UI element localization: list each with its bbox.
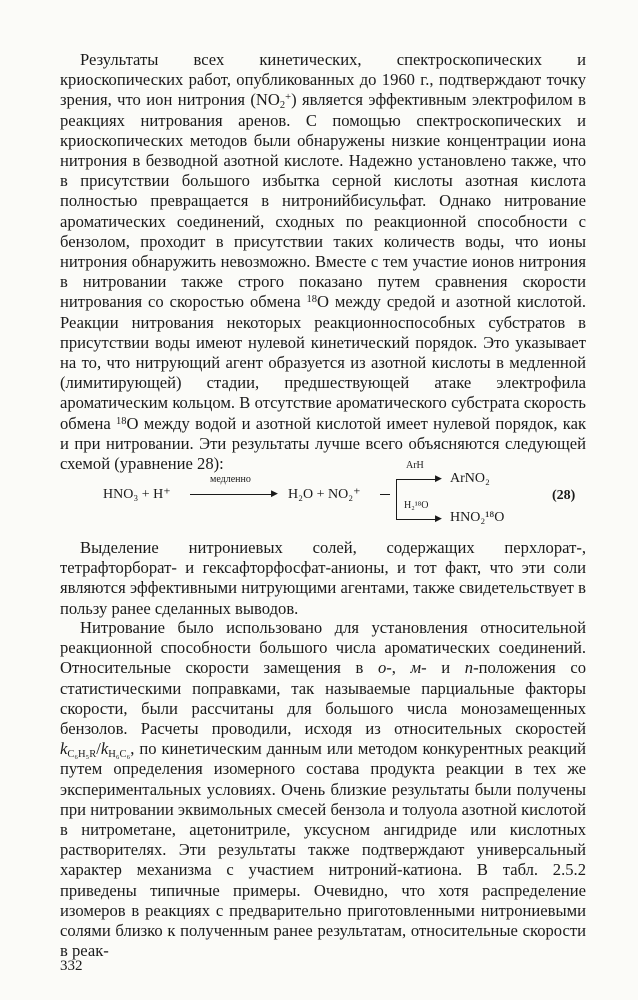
p3-text-3: , по кинетическим данным или методом конкурентных реакций путем определения изомерного состава продукта реакции в тех же экспериментальных условиях. Очень близкие результаты были получены при нитровании эквимольных смесей бензола и толуола азотной кислотой в нитрометане, ацетонитриле, уксусном ангидриде или кислотных растворителях. Эти результаты также подтверждают универсальный характер механизма с участием нитроний-катиона. В табл. 2.5.2 приведены типичные примеры. Очевидно, что хотя распределение изомеров в реакциях с предварительно приготовленными нитрониевыми солями близко к полученным ранее результатам, относительные скорости в реак- <box>60 739 586 961</box>
p1-text-2: ) является эффективным электрофилом в реакциях нитрования аренов. С помощью спектроскопических и криоскопических методов были обнаружены низкие концентрации иона нитрония в безводной азотной кислоте. Надежно установлено также, что в присутствии большого избытка серной кислоты азотная кислота полностью превращается в нитронийбисульфат. Однако нитрование ароматических соединений, сходных по реакционной способности с бензолом, проходит в присутствии таких количеств воды, что ионы нитрония обнаружить невозможно. Вместе с тем участие ионов нитрония в нитровании также строго показано путем сравнения скорости нитрования со скоростью обмена <box>60 90 586 312</box>
eq-upper-arrow <box>396 479 438 480</box>
eq-reactants: HNO₃ + H⁺ <box>103 487 171 502</box>
eq-number: (28) <box>552 488 576 503</box>
eq-lower-product: HNO₂¹⁸O <box>450 510 505 525</box>
p3-sep-1: -, <box>386 658 411 678</box>
p3-k2-sub: H₆C₆ <box>108 749 131 761</box>
p3-slash: / <box>96 739 101 759</box>
eq-branch-vertical <box>396 479 397 519</box>
p3-text-2: -положения со статистическими поправками, так называемые парциальные факторы скорости, были рассчитаны для большого числа монозамещенных бензолов. Расчеты проводили, исходя из относительных скоростей <box>60 658 586 739</box>
p3-k1: k <box>60 739 68 759</box>
p1-text-1: Результаты всех кинетических, спектроскопических и криоскопических работ, опубликованных до 1960 г., подтверждают точку зрения, что ион нитрония (NO <box>60 50 586 110</box>
p1-text-3: O между средой и азотной кислотой. Реакции нитрования некоторых реакционноспособных субстратов в присутствии воды имеют нулевой кинетический порядок. Это указывает на то, что нитрующий агент образуется из азотной кислоты в медленной (лимитирующей) стадии, предшествующей атаке электрофила ароматическим кольцом. В отсутствие ароматического субстрата скорость обмена <box>60 292 586 433</box>
p1-text-4: O между водой и азотной кислотой имеет нулевой порядок, как и при нитровании. Эти результаты лучше всего объясняются следующей схемой (уравнение 28): <box>60 413 587 474</box>
p3-sep-2: - и <box>421 658 465 678</box>
eq-lower-arrow <box>396 519 438 520</box>
eq-main-arrow <box>190 494 274 495</box>
eq-upper-arrowhead-icon: ▶ <box>435 473 442 483</box>
eq-branch-dash <box>380 494 390 495</box>
p3-text-1: Нитрование было использовано для установления относительной реакционной способности большого числа ароматических соединений. Относительные скорости замещения в <box>60 618 586 678</box>
eq-lower-arrowhead-icon: ▶ <box>435 513 442 523</box>
eq-products: H₂O + NO₂⁺ <box>288 487 361 502</box>
p3-k1-sub: C₆H₅R <box>67 749 97 761</box>
paragraph-nitronium-evidence <box>60 50 586 474</box>
eq-arrow-label: медленно <box>210 474 251 485</box>
paragraph-nitronium-salts: Выделение нитрониевых солей, содержащих перхлорат-, тетрафторборат- и гексафторфосфат-анионы, и тот факт, что эти соли являются эффективными нитрующими агентами, также свидетельствует в пользу ранее сделанных выводов. <box>60 538 586 618</box>
eq-upper-reagent: ArH <box>406 460 424 471</box>
eq-lower-reagent: H₂¹⁸O <box>404 500 429 511</box>
p1-sub: 2 <box>279 100 286 112</box>
p3-ortho: о <box>377 658 387 678</box>
p1-sup: + <box>285 92 292 104</box>
eq-main-arrowhead-icon: ▶ <box>271 488 278 498</box>
p3-meta: м <box>410 658 422 678</box>
equation-28 <box>60 460 586 526</box>
paragraph-relative-reactivity <box>60 618 586 961</box>
p1-isotope-2: 18 <box>116 415 127 427</box>
p3-k2: k <box>100 739 109 759</box>
eq-upper-product: ArNO₂ <box>450 471 490 486</box>
p1-isotope-1: 18 <box>306 294 318 306</box>
p3-para: п <box>464 658 474 678</box>
page-number: 332 <box>60 958 83 974</box>
